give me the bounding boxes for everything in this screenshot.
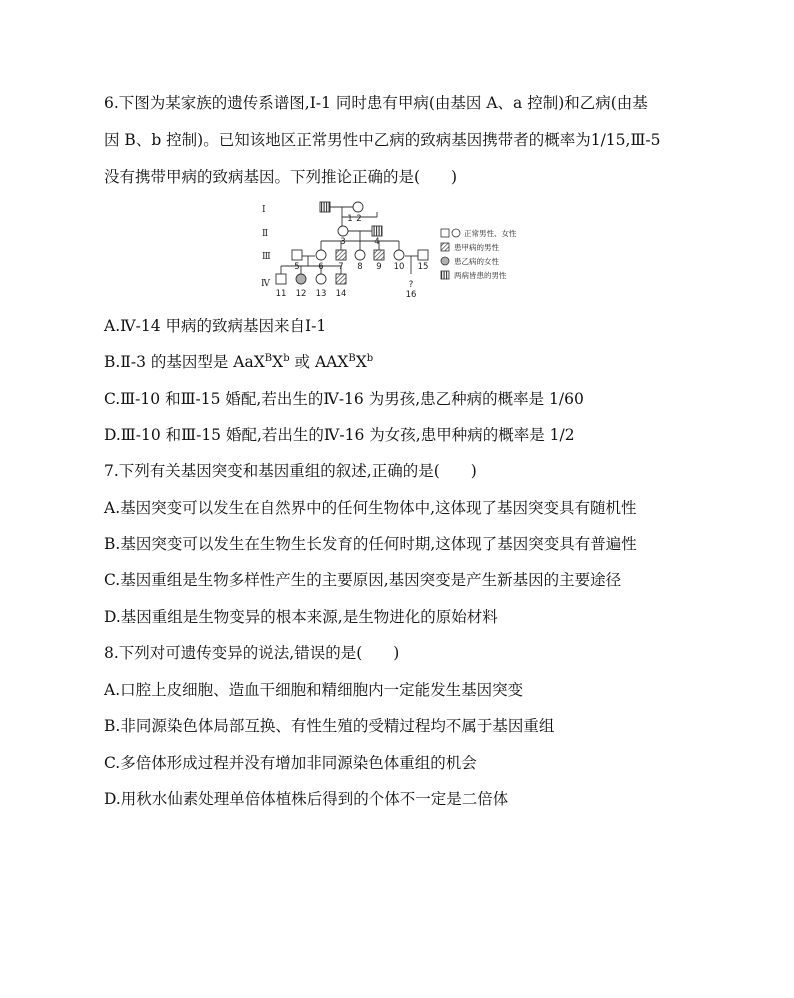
q8-option-c: C.多倍体形成过程并没有增加非同源染色体重组的机会 — [104, 754, 477, 772]
unknown-mark: ? — [408, 280, 414, 290]
q6-stem-line-1: 6.下图为某家族的遗传系谱图,Ⅰ-1 同时患有甲病(由基因 A、a 控制)和乙病(由基 — [104, 94, 648, 112]
label-9: 9 — [376, 262, 382, 272]
gen-label-2: Ⅱ — [262, 229, 269, 239]
individual-III-8 — [355, 250, 365, 260]
legend-normal-female-symbol — [452, 229, 460, 237]
label-15: 15 — [417, 262, 429, 272]
individual-III-5 — [292, 250, 302, 260]
label-2: 2 — [356, 214, 362, 224]
label-11: 11 — [275, 289, 287, 299]
legend-disease-b-symbol — [441, 257, 449, 265]
q8-stem: 8.下列对可遗传变异的说法,错误的是( ) — [104, 644, 400, 662]
q6-stem-line-2: 因 B、b 控制)。已知该地区正常男性中乙病的致病基因携带者的概率为1/15,Ⅲ-5 — [104, 131, 661, 149]
individual-II-4 — [372, 226, 382, 236]
legend-disease-a-text: 患甲病的男性 — [454, 243, 499, 252]
legend-both-text: 两病皆患的男性 — [454, 271, 507, 280]
label-3: 3 — [340, 237, 346, 247]
individual-IV-12 — [296, 274, 306, 284]
label-8: 8 — [357, 262, 363, 272]
q7-option-b: B.基因突变可以发生在生物生长发育的任何时期,这体现了基因突变具有普遍性 — [104, 535, 637, 553]
q8-option-a: A.口腔上皮细胞、造血干细胞和精细胞内一定能发生基因突变 — [104, 681, 524, 699]
individual-I-2 — [353, 202, 363, 212]
legend-disease-b-text: 患乙病的女性 — [454, 257, 499, 266]
individual-IV-14 — [336, 274, 346, 284]
legend-normal-male-symbol — [441, 229, 449, 237]
label-12: 12 — [295, 289, 307, 299]
individual-III-6 — [316, 250, 326, 260]
label-16: 16 — [405, 290, 417, 300]
individual-IV-11 — [276, 274, 286, 284]
pedigree-chart — [256, 193, 596, 301]
individual-IV-13 — [316, 274, 326, 284]
label-7: 7 — [338, 262, 344, 272]
q7-option-c: C.基因重组是生物多样性产生的主要原因,基因突变是产生新基因的主要途径 — [104, 571, 622, 589]
gen-label-3: Ⅲ — [262, 252, 271, 262]
q6-option-b: B.Ⅱ-3 的基因型是 $AaX^BX^b$ 或 $AAX^BX^b$ — [104, 352, 374, 371]
q6-option-c: C.Ⅲ-10 和Ⅲ-15 婚配,若出生的Ⅳ-16 为男孩,患乙种病的概率是 1/60 — [104, 390, 584, 408]
legend-normal-text: 正常男性、女性 — [464, 229, 517, 238]
label-5: 5 — [294, 262, 300, 272]
label-1: 1 — [347, 214, 353, 224]
label-13: 13 — [315, 289, 327, 299]
q8-option-b: B.非同源染色体局部互换、有性生殖的受精过程均不属于基因重组 — [104, 717, 555, 735]
q7-stem: 7.下列有关基因突变和基因重组的叙述,正确的是( ) — [104, 462, 477, 480]
label-4: 4 — [374, 237, 380, 247]
pedigree-legend — [441, 228, 517, 280]
individual-II-3 — [338, 226, 348, 236]
q6-option-d: D.Ⅲ-10 和Ⅲ-15 婚配,若出生的Ⅳ-16 为女孩,患甲种病的概率是 1/2 — [104, 426, 575, 444]
individual-III-10 — [394, 250, 404, 260]
legend-both-symbol — [441, 271, 449, 279]
gen-label-4: Ⅳ — [261, 279, 270, 289]
legend-disease-a-symbol — [441, 243, 449, 251]
label-14: 14 — [335, 289, 347, 299]
individual-III-9 — [374, 250, 384, 260]
individual-I-1 — [320, 202, 330, 212]
individual-III-15 — [418, 250, 428, 260]
q8-option-d: D.用秋水仙素处理单倍体植株后得到的个体不一定是二倍体 — [104, 790, 509, 808]
q6-option-a: A.Ⅳ-14 甲病的致病基因来自Ⅰ-1 — [104, 317, 327, 335]
individual-III-7 — [336, 250, 346, 260]
q7-option-a: A.基因突变可以发生在自然界中的任何生物体中,这体现了基因突变具有随机性 — [104, 499, 637, 517]
label-10: 10 — [393, 262, 405, 272]
q6-stem-line-3: 没有携带甲病的致病基因。下列推论正确的是( ) — [104, 168, 458, 186]
label-6: 6 — [318, 262, 324, 272]
q7-option-d: D.基因重组是生物变异的根本来源,是生物进化的原始材料 — [104, 608, 498, 626]
gen-label-1: Ⅰ — [262, 205, 266, 215]
